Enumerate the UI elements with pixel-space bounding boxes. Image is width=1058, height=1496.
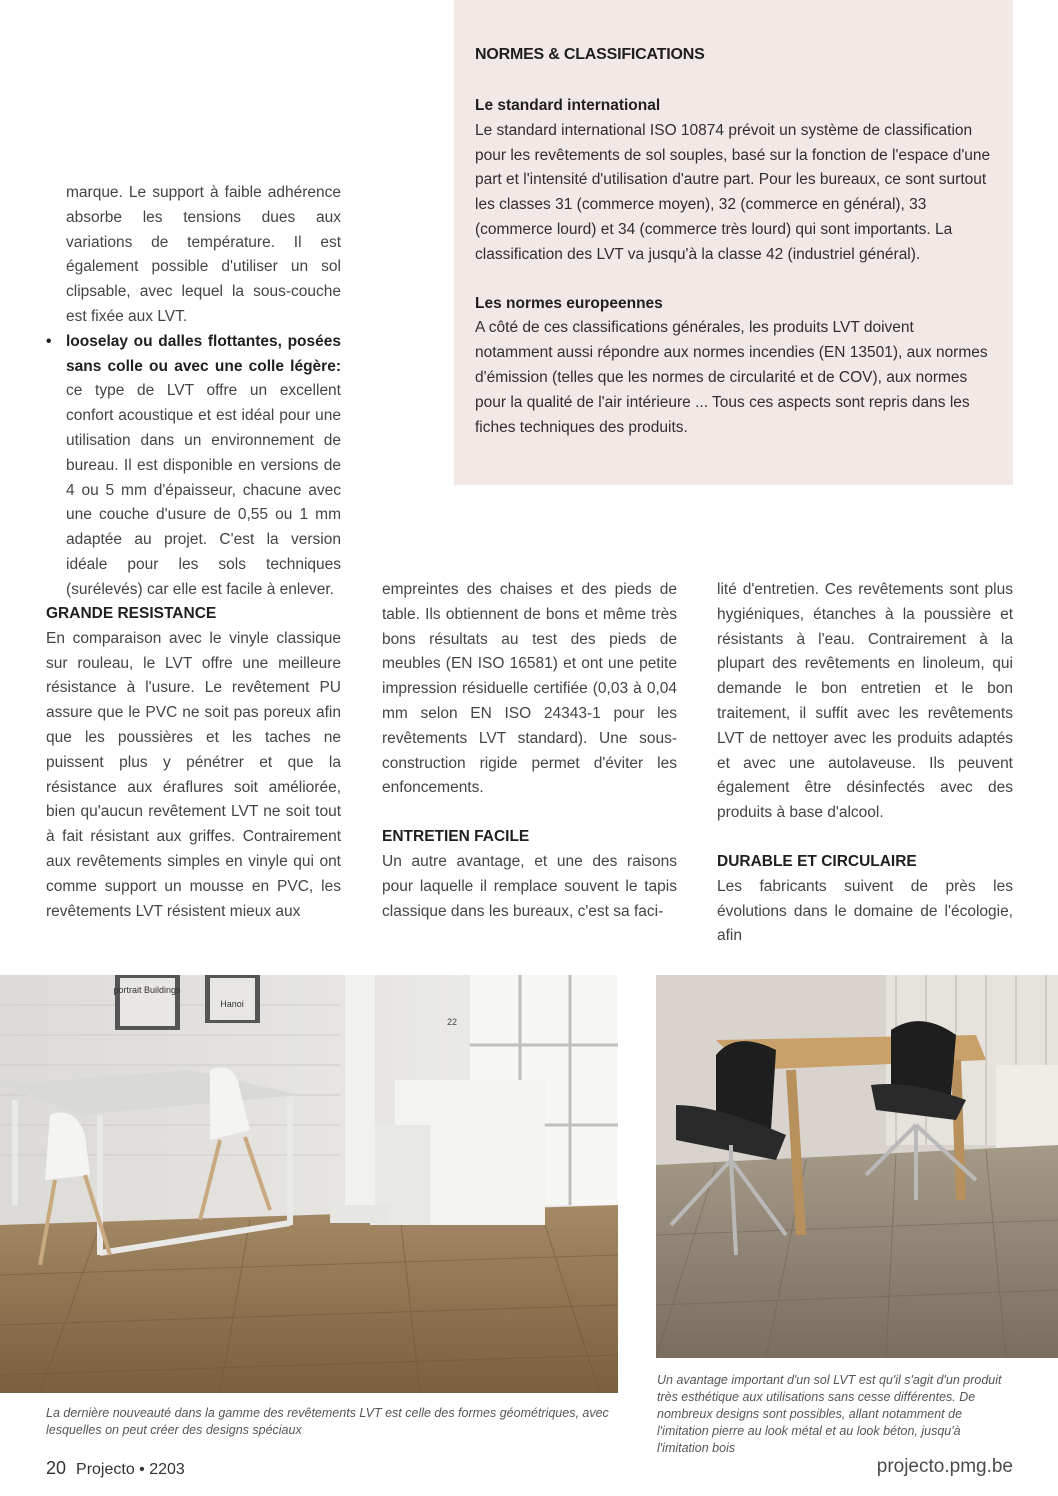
heading-entretien-facile: ENTRETIEN FACILE (382, 828, 530, 846)
continued-text: marque. Le support à faible adhérence absorbe les tensions dues aux variations de température. Il est également possible d'utiliser un sol clipsable, avec lequel la sous-couche est fixée aux LVT. (66, 184, 341, 325)
poster1-label: portrait Buildings (113, 985, 181, 995)
caption-right-photo: Un avantage important d'un sol LVT est qu'il s'agit d'un produit très esthétique aux utilisations sans cesse différentes. De nombreux designs sont possibles, allant notamment de l'imitation pierre au look métal et au look béton, jusqu'à l'imitation bois (657, 1373, 1002, 1455)
section-international-title: Le standard international (475, 97, 661, 114)
left-upper-column (46, 181, 341, 603)
bullet-bold-text: looselay ou dalles flottantes, posées sans colle ou avec une colle légère: (66, 332, 341, 375)
photo-office-chairs-wood-floor (656, 975, 1058, 1358)
bullet-dot: • (46, 332, 52, 350)
bullet-text: ce type de LVT offre un excellent confort acoustique et est idéal pour une utilisation dans un environnement de bureau. Il est disponible en versions de 4 ou 5 mm d'épaisseur, chacune avec une couche d'usure de 0,55 ou 1 mm adaptée au projet. C'est la version idéale pour les sols techniques (surélevés) car elle est facile à enlever. (66, 382, 341, 598)
standards-box (454, 0, 1013, 485)
caption-left-photo: La dernière nouveauté dans la gamme des revêtements LVT est celle des formes géométriques, avec lesquelles on peut créer des designs spéciaux (46, 1406, 609, 1437)
poster2-label: Hanoi (220, 999, 244, 1009)
col1-text: En comparaison avec le vinyle classique sur rouleau, le LVT offre une meilleure résistance à l'usure. Le revêtement PU assure que le PVC ne soit pas poreux afin que les poussières et les taches ne puissent plus y pénétrer et que la résistance aux éraflures soit améliorée, bien qu'aucun revêtement LVT ne soit tout à fait résistant aux griffes. Contrairement aux revêtements simples en vinyle qui ont comme support un mousse en PVC, les revêtements LVT résistent mieux aux (46, 629, 341, 920)
bullet-looselay (46, 330, 341, 603)
footer-left (46, 1458, 185, 1479)
standards-title: NORMES & CLASSIFICATIONS (475, 46, 705, 63)
photo-office-geometric-floor (0, 975, 618, 1393)
column-1 (46, 602, 341, 924)
col2-text1: empreintes des chaises et des pieds de table. Ils obtiennent de bons et même très bons résultats au test des pieds de meubles (EN ISO 16581) et ont une petite impression résiduelle certifiée (0,03 à 0,04 mm selon EN ISO 24343-1 pour les revêtements LVT standard). Une sous-construction rigide permet d'éviter les enfoncements. (382, 581, 677, 797)
heading-durable-circulaire: DURABLE ET CIRCULAIRE (717, 852, 917, 870)
photo-office-illustration (0, 975, 618, 1393)
heading-grande-resistance: GRANDE RESISTANCE (46, 605, 217, 622)
footer-url[interactable]: projecto.pmg.be (876, 1456, 1013, 1477)
page-number: 20 (46, 1458, 67, 1478)
magazine-issue: Projecto • 2203 (76, 1461, 185, 1478)
photo-chairs-illustration (656, 975, 1058, 1358)
section-european-text: A côté de ces classifications générales, les produits LVT doivent notamment aussi répondre aux normes incendies (EN 13501), aux normes d'émission (telles que les normes de circularité et de COV), aux normes pour la qualité de l'air intérieure ... Tous ces aspects sont repris dans les fiches techniques des produits. (475, 319, 988, 436)
section-international-text: Le standard international ISO 10874 prévoit un système de classification pour les revêtements de sol souples, basé sur la fonction de l'espace d'une part et l'intensité d'utilisation d'autre part. Pour les bureaux, ce sont surtout les classes 31 (commerce moyen), 32 (commerce en général), 33 (commerce lourd) et 34 (commerce très lourd) qui sont importants. La classification des LVT va jusqu'à la classe 42 (industriel général). (475, 121, 991, 263)
section-european-title: Les normes europeennes (475, 294, 663, 312)
col2-text2: Un autre avantage, et une des raisons pour laquelle il remplace souvent le tapis classique dans les bureaux, c'est sa faci- (382, 852, 677, 920)
col3-text2: Les fabricants suivent de près les évolutions dans le domaine de l'écologie, afin (717, 877, 1013, 945)
column-2 (382, 578, 677, 924)
clock-label: 22 (447, 1017, 458, 1027)
col3-text1: lité d'entretien. Ces revêtements sont plus hygiéniques, étanches à la poussière et résistants à l'eau. Contrairement à la plupart des revêtements en linoleum, qui demande le bon entretien et le bon traitement, il suffit avec les revêtements LVT de nettoyer avec les produits adaptés et avec une autolaveuse. Ils peuvent également être désinfectés avec des produits à base d'alcool. (717, 581, 1013, 822)
column-3 (717, 578, 1013, 949)
standards-box-content (475, 46, 993, 464)
